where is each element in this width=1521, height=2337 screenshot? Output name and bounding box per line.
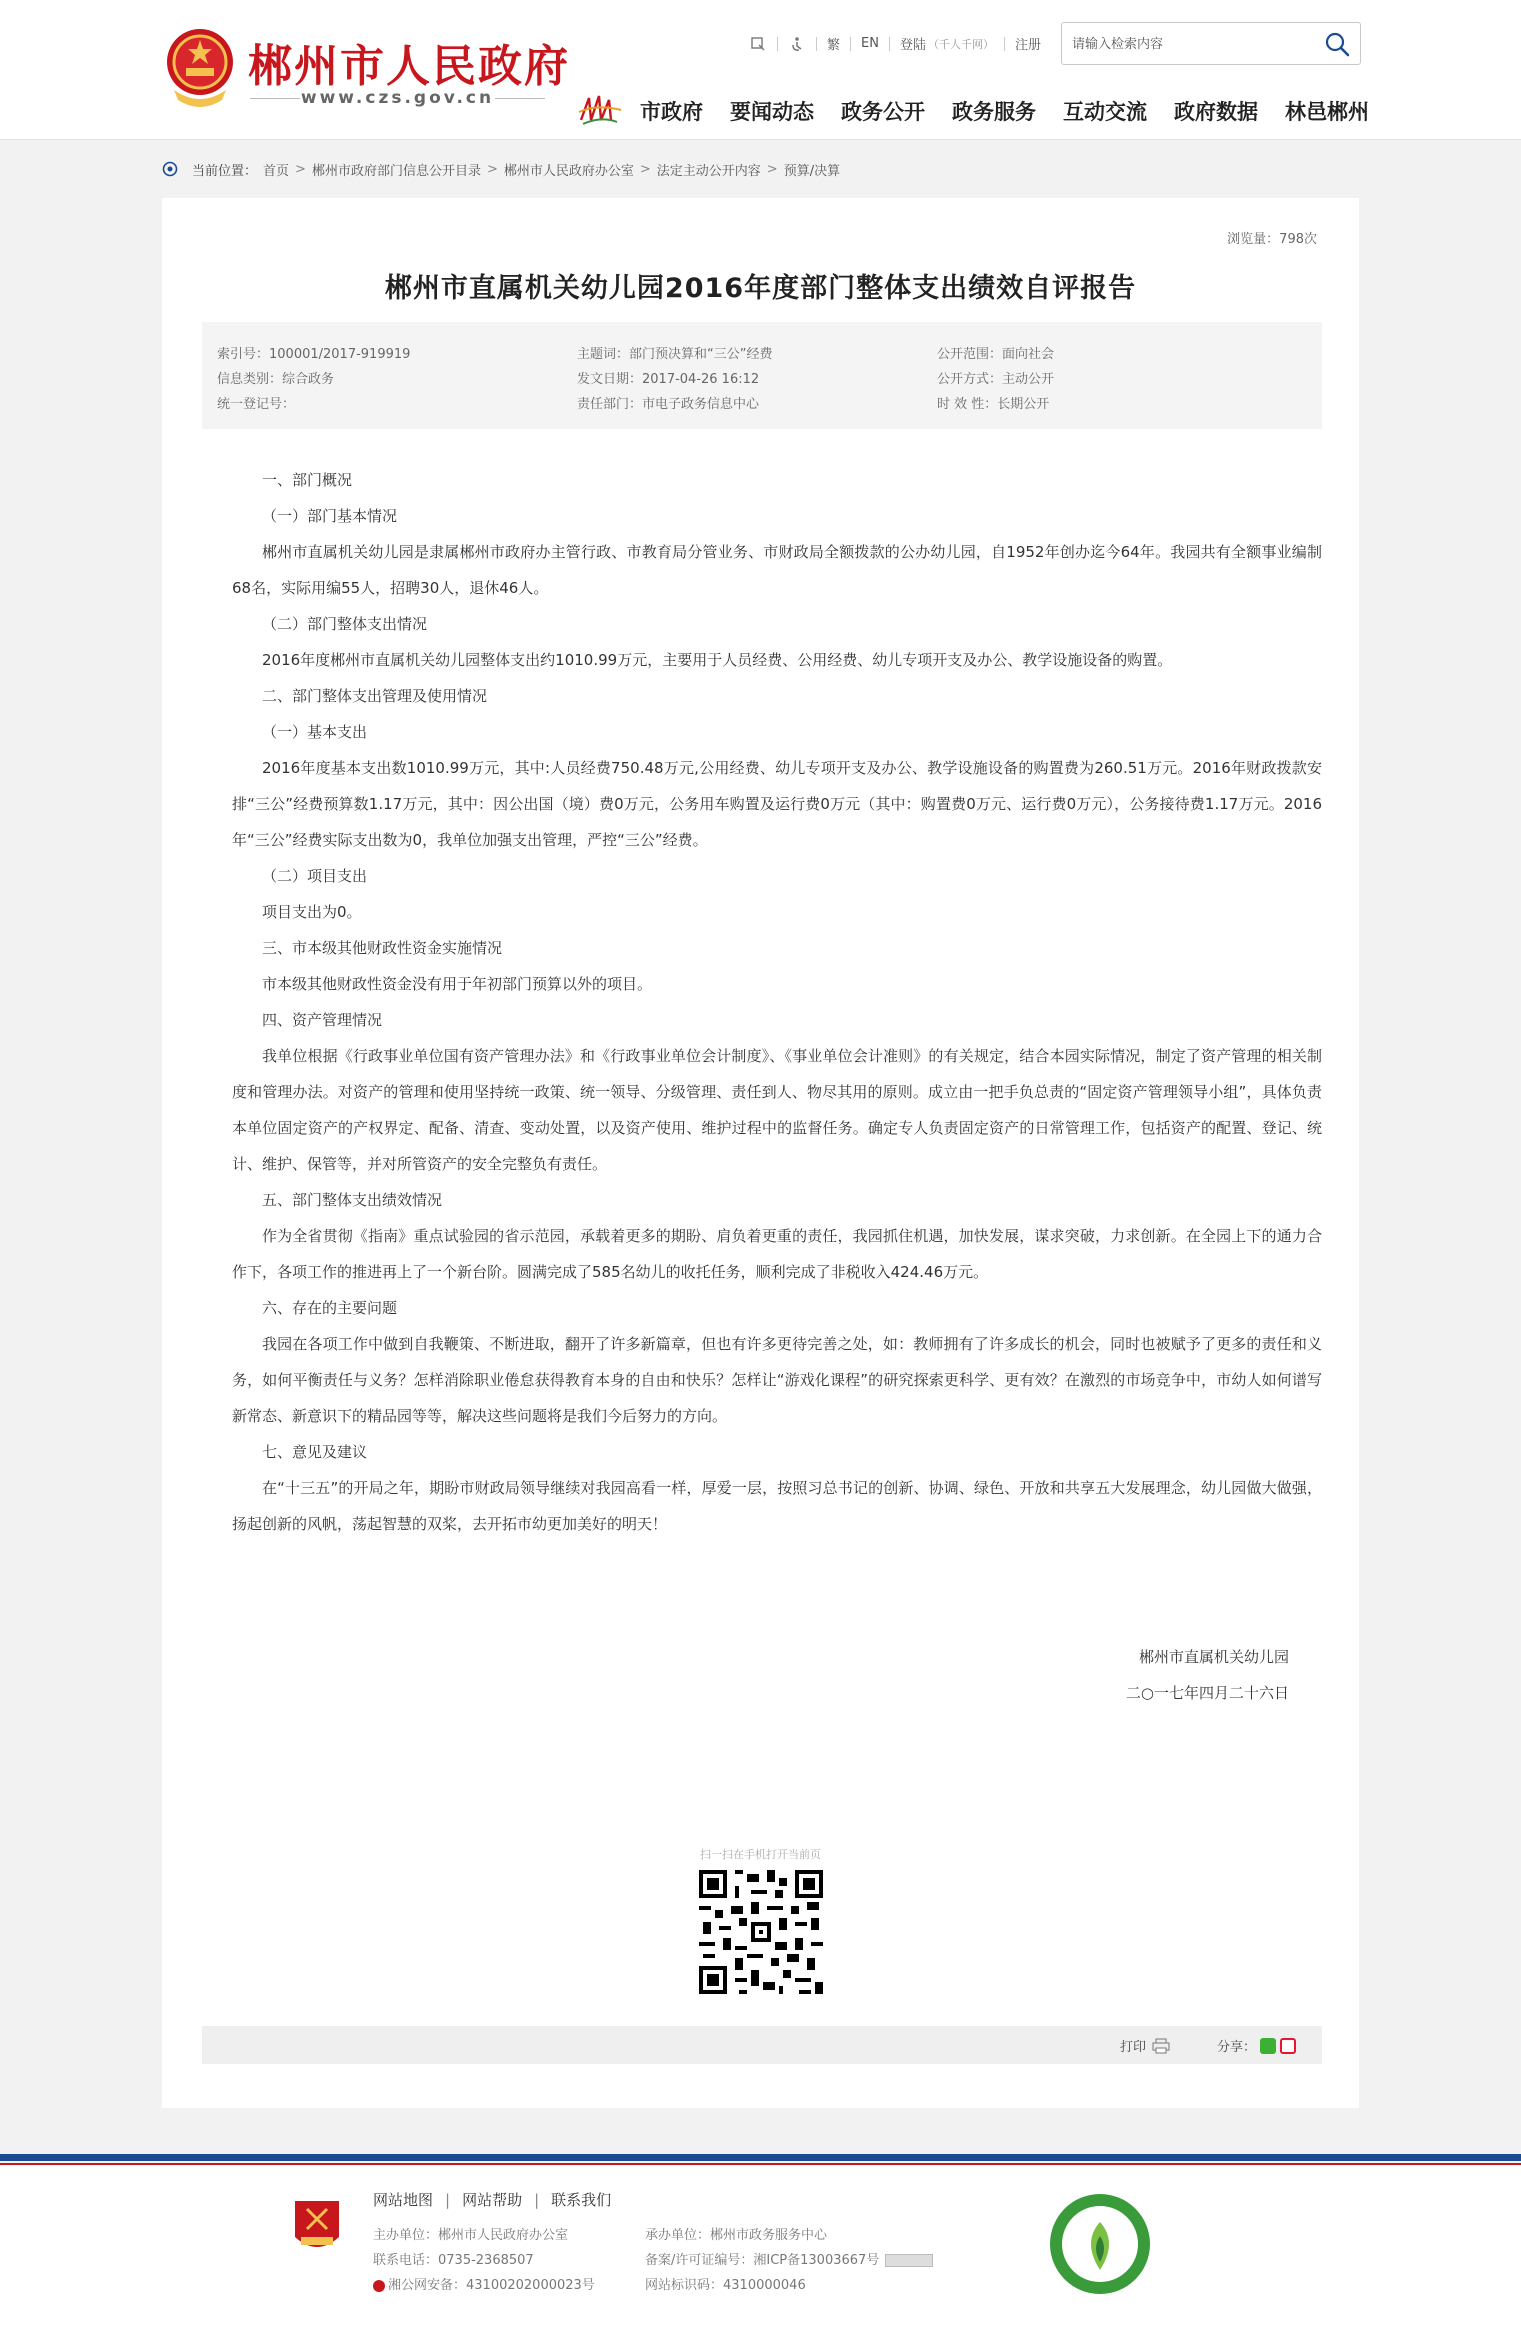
footer-icp-row [645,2248,933,2273]
footer-links [373,2189,611,2210]
voice-read-icon[interactable] [749,35,767,53]
signature-date: 二○一七年四月二十六日 [1125,1684,1289,1702]
paragraph: 我单位根据《行政事业单位国有资产管理办法》和《行政事业单位会计制度》、《事业单位会计准则》的有关规定，结合本园实际情况，制定了资产管理的相关制度和管理办法。对资产的管理和使用坚持统一政策、统一领导、分级管理、责任到人、物尽其用的原则。成立由一把手负总责的“固定资产管理领导小组”，具体负责本单位固定资产的产权界定、配备、清查、变动处置，以及资产使用、维护过程中的监督任务。确定专人负责固定资产的日常管理工作，包括资产的配置、登记、统计、维护、保管等，并对所管资产的安全完整负有责任。 [232,1047,1322,1173]
paragraph: 2016年度郴州市直属机关幼儿园整体支出约1010.99万元，主要用于人员经费、公用经费、幼儿专项开支及办公、教学设施设备的购置。 [262,651,1173,669]
police-badge-icon [373,2280,385,2292]
qr-hint: 扫一扫在手机打开当前页 [700,1848,821,1861]
meta-disclosure-mode: 公开方式：主动公开 [937,372,1055,387]
breadcrumb-home[interactable]: 首页 [263,164,290,179]
footer-phone: 联系电话：0735-2368507 [373,2253,534,2268]
search-box [1061,22,1361,65]
printer-icon [1152,2038,1170,2054]
article-title: 郴州市直属机关幼儿园2016年度部门整体支出绩效自评报告 [384,273,1137,304]
accessibility-icon[interactable] [788,35,806,53]
toolbar-divider [850,37,851,51]
signature-org: 郴州市直属机关幼儿园 [1138,1648,1289,1666]
nav-item-linyi-chenzhou[interactable]: 林邑郴州 [1285,100,1369,124]
nav-item-gov-affairs-open[interactable]: 政务公开 [841,100,925,124]
header-toolbar [749,34,1041,53]
search-icon[interactable] [1324,31,1350,57]
meta-category: 信息类别：综合政务 [217,372,335,387]
heading-6: 六、存在的主要问题 [262,1299,398,1317]
heading-3: 三、市本级其他财政性资金实施情况 [262,939,503,957]
breadcrumb-label: 当前位置： [192,164,258,179]
article-card [162,198,1359,2108]
footer-police-row [373,2273,595,2298]
heading-4: 四、资产管理情况 [262,1011,383,1029]
search-input[interactable] [1072,33,1312,55]
breadcrumb-separator: > [295,162,306,177]
meta-validity: 时 效 性：长期公开 [937,397,1050,412]
nav-item-gov-services[interactable]: 政务服务 [952,100,1036,124]
footer-link-contact[interactable]: 联系我们 [551,2191,612,2209]
wechat-share-icon[interactable] [1260,2038,1276,2054]
footer-info-right [645,2223,933,2298]
nav-item-gov-data[interactable]: 政府数据 [1174,100,1258,124]
meta-responsible-dept: 责任部门：市电子政务信息中心 [577,397,760,412]
footer-link-help[interactable]: 网站帮助 [462,2191,523,2209]
meta-publish-date: 发文日期：2017-04-26 16:12 [577,372,760,387]
toolbar-divider [777,37,778,51]
print-button[interactable] [1120,2036,1170,2055]
subheading: （一）部门基本情况 [262,507,398,525]
footer-organizer: 承办单位：郴州市政务服务中心 [645,2228,828,2243]
share-group [1217,2036,1296,2055]
meta-scope: 公开范围：面向社会 [937,347,1055,362]
toolbar-divider [1004,37,1005,51]
footer-link-sitemap[interactable]: 网站地图 [373,2191,434,2209]
civilized-city-badge-icon[interactable] [1048,2192,1152,2296]
meta-keywords: 主题词：部门预决算和“三公”经费 [577,347,773,362]
login-link[interactable]: 登陆 [899,38,926,53]
heading-7: 七、意见及建议 [262,1443,368,1461]
breadcrumb-separator: > [639,162,651,177]
english-link[interactable]: EN [861,36,879,51]
footer-icp[interactable]: 备案/许可证编号：湘ICP备13003667号 [645,2253,880,2268]
national-emblem-icon[interactable] [162,24,238,110]
footer-site-id: 网站标识码：4310000046 [645,2278,806,2293]
footer-police[interactable]: 湘公网安备：43100202000023号 [388,2278,595,2293]
breadcrumb [162,160,840,179]
paragraph: 市本级其他财政性资金没有用于年初部门预算以外的项目。 [262,975,653,993]
weibo-share-icon[interactable] [1280,2038,1296,2054]
traditional-chinese-link[interactable]: 繁 [827,38,841,53]
party-gov-badge-icon[interactable] [291,2197,343,2259]
site-header [0,0,1521,140]
article-meta-table [202,322,1322,429]
paragraph: 作为全省贯彻《指南》重点试验园的省示范园，承载着更多的期盼、肩负着更重的责任，我园抓住机遇，加快发展，谋求突破，力求创新。在全园上下的通力合作下，各项工作的推进再上了一个新台阶。圆满完成了585名幼儿的收托任务，顺利完成了非税收入424.46万元。 [232,1227,1322,1281]
nav-logo-icon [577,90,623,130]
nav-item-interaction[interactable]: 互动交流 [1063,100,1147,124]
meta-row [217,392,1322,417]
nav-item-news[interactable]: 要闻动态 [730,100,814,124]
subheading: （二）部门整体支出情况 [262,615,428,633]
nav-item-city-government[interactable]: 市政府 [640,100,703,124]
print-label: 打印 [1119,2040,1146,2055]
paragraph: 我园在各项工作中做到自我鞭策、不断进取，翻开了许多新篇章，但也有许多更待完善之处，如：教师拥有了许多成长的机会，同时也被赋予了更多的责任和义务，如何平衡责任与义务？怎样消除职业倦怠获得教育本身的自由和快乐？怎样让“游戏化课程”的研究探索更科学、更有效？在激烈的市场竞争中，市幼人如何谱写新常态、新意识下的精品园等等，解决这些问题将是我们今后努力的方向。 [232,1335,1322,1425]
subheading: （二）项目支出 [262,867,368,885]
login-note: （千人千网） [927,37,994,51]
view-count: 浏览量：798次 [1227,232,1317,247]
paragraph: 2016年度基本支出数1010.99万元，其中:人员经费750.48万元,公用经费、幼儿专项开支及办公、教学设施设备的购置费为260.51万元。2016年财政拨款安排“三公”经费预算数1.17万元，其中：因公出国（境）费0万元，公务用车购置及运行费0万元（其中：购置费0万元、运行费0万元），公务接待费1.17万元。2016年“三公”经费实际支出数为0，我单位加强支出管理，严控“三公”经费。 [232,759,1322,849]
breadcrumb-separator: > [486,162,498,177]
breadcrumb-statutory-content[interactable]: 法定主动公开内容 [656,164,761,179]
breadcrumb-dept-catalog[interactable]: 郴州市政府部门信息公开目录 [311,164,481,179]
site-url: www.czs.gov.cn [250,88,545,108]
subheading: （一）基本支出 [262,723,368,741]
location-pin-icon [162,161,178,179]
breadcrumb-gov-office[interactable]: 郴州市人民政府办公室 [503,164,634,179]
heading-1: 一、部门概况 [262,471,353,489]
toolbar-divider [889,37,890,51]
footer-top-bar [0,2154,1521,2161]
footer-link-separator: | [534,2190,540,2209]
meta-row [217,367,1322,392]
heading-2: 二、部门整体支出管理及使用情况 [262,687,488,705]
share-bar [202,2026,1322,2064]
article-body [232,462,1322,1542]
site-footer [0,2165,1521,2337]
site-title[interactable]: 郴州市人民政府 [248,41,570,92]
meta-row [217,342,1322,367]
meta-index-number: 索引号：100001/2017-919919 [217,347,411,362]
footer-link-separator: | [445,2190,451,2209]
heading-5: 五、部门整体支出绩效情况 [262,1191,443,1209]
toolbar-divider [816,37,817,51]
footer-host: 主办单位：郴州市人民政府办公室 [373,2228,569,2243]
register-link[interactable]: 注册 [1014,38,1041,53]
cert-badge-icon[interactable] [885,2254,933,2267]
footer-info-left [373,2223,595,2298]
meta-registration-number: 统一登记号： [217,397,296,412]
breadcrumb-budget[interactable]: 预算/决算 [783,164,841,179]
paragraph: 郴州市直属机关幼儿园是隶属郴州市政府办主管行政、市教育局分管业务、市财政局全额拨款的公办幼儿园，自1952年创办迄今64年。我园共有全额事业编制68名，实际用编55人，招聘30人，退休46人。 [232,543,1322,597]
paragraph: 在“十三五”的开局之年，期盼市财政局领导继续对我园高看一样，厚爱一层，按照习总书记的创新、协调、绿色、开放和共享五大发展理念，幼儿园做大做强，扬起创新的风帆，荡起智慧的双桨，去开拓市幼更加美好的明天！ [232,1479,1322,1533]
breadcrumb-separator: > [766,162,778,177]
qr-code-icon [695,1866,827,1998]
paragraph: 项目支出为0。 [262,903,362,921]
share-label: 分享： [1216,2040,1256,2055]
main-nav [640,96,1396,126]
